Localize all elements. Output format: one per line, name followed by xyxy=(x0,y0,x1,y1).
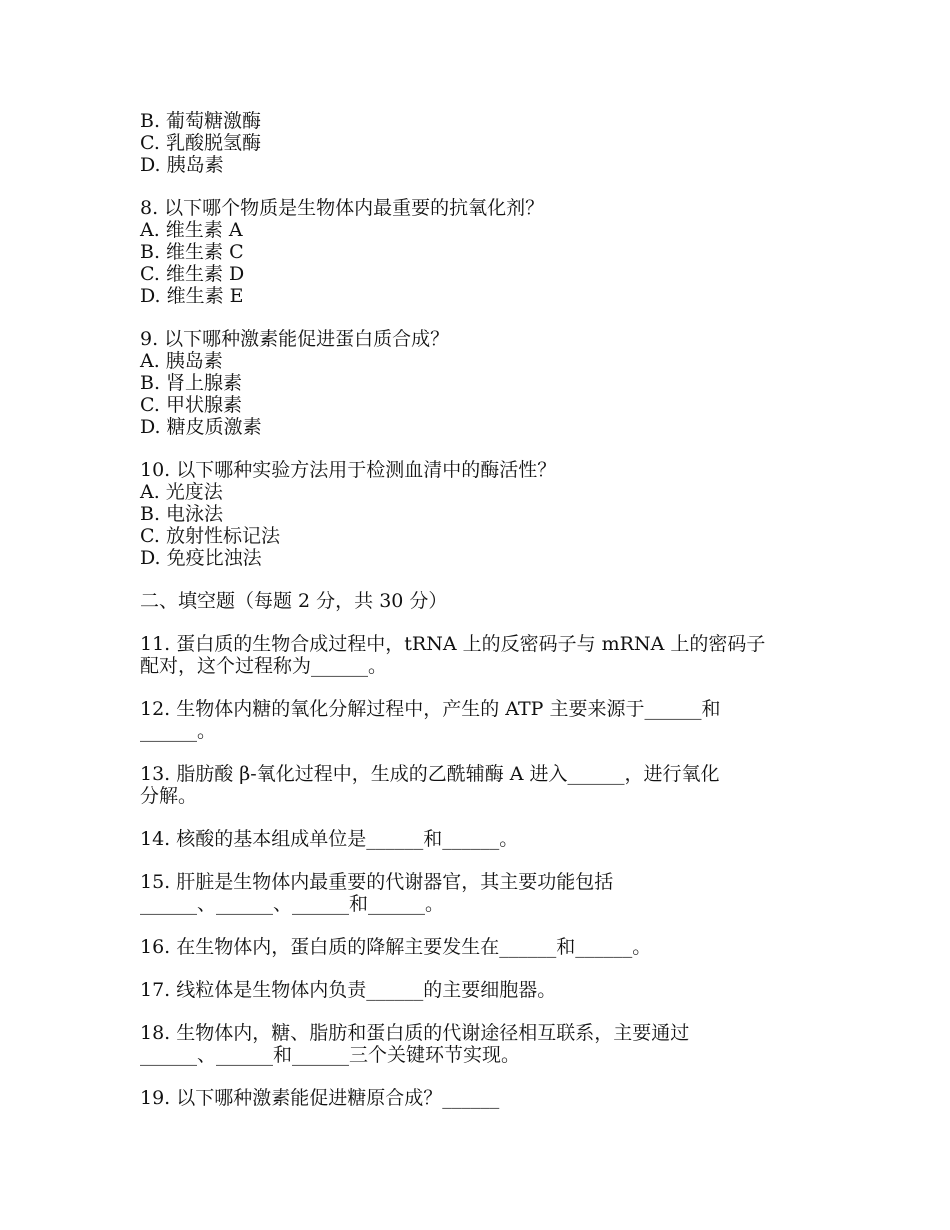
question-14-line-1: 14. 核酸的基本组成单位是______和______。 xyxy=(140,828,519,850)
question-17 xyxy=(140,979,830,1001)
option-q8-c: C. 维生素 D xyxy=(140,263,245,285)
question-12 xyxy=(140,698,830,742)
question-16-line-1: 16. 在生物体内，蛋白质的降解主要发生在______和______。 xyxy=(140,936,652,958)
question-9-text: 9. 以下哪种激素能促进蛋白质合成？ xyxy=(140,328,450,350)
question-12-line-2: ______。 xyxy=(140,720,217,742)
question-11-line-2: 配对，这个过程称为______。 xyxy=(140,655,388,677)
question-19 xyxy=(140,1087,830,1109)
option-q8-d: D. 维生素 E xyxy=(140,285,244,307)
question-12-line-1: 12. 生物体内糖的氧化分解过程中，产生的 ATP 主要来源于______和 xyxy=(140,698,721,720)
section-2-title: 二、填空题（每题 2 分，共 30 分） xyxy=(140,590,448,612)
question-18-line-1: 18. 生物体内，糖、脂肪和蛋白质的代谢途径相互联系，主要通过 xyxy=(140,1022,690,1044)
question-15-line-1: 15. 肝脏是生物体内最重要的代谢器官，其主要功能包括 xyxy=(140,871,614,893)
question-13-line-1: 13. 脂肪酸 β-氧化过程中，生成的乙酰辅酶 A 进入______，进行氧化 xyxy=(140,763,720,785)
question-7-options xyxy=(140,110,830,176)
option-q8-b: B. 维生素 C xyxy=(140,241,244,263)
exam-page xyxy=(140,110,830,1109)
question-17-line-1: 17. 线粒体是生物体内负责______的主要细胞器。 xyxy=(140,979,557,1001)
question-15 xyxy=(140,871,830,915)
question-10-text: 10. 以下哪种实验方法用于检测血清中的酶活性？ xyxy=(140,459,557,481)
question-15-line-2: ______、______、______和______。 xyxy=(140,893,445,915)
question-10 xyxy=(140,459,830,569)
question-11-line-1: 11. 蛋白质的生物合成过程中，tRNA 上的反密码子与 mRNA 上的密码子 xyxy=(140,633,766,655)
option-q7-c: C. 乳酸脱氢酶 xyxy=(140,132,261,154)
question-8-text: 8. 以下哪个物质是生物体内最重要的抗氧化剂？ xyxy=(140,197,545,219)
question-18 xyxy=(140,1022,830,1066)
option-q10-c: C. 放射性标记法 xyxy=(140,525,280,547)
question-13-line-2: 分解。 xyxy=(140,785,198,807)
option-q9-c: C. 甲状腺素 xyxy=(140,394,242,416)
option-q10-a: A. 光度法 xyxy=(140,481,223,503)
option-q7-d: D. 胰岛素 xyxy=(140,154,224,176)
option-q9-b: B. 肾上腺素 xyxy=(140,372,243,394)
option-q10-b: B. 电泳法 xyxy=(140,503,224,525)
option-q7-b: B. 葡萄糖激酶 xyxy=(140,110,262,132)
option-q8-a: A. 维生素 A xyxy=(140,219,243,241)
question-14 xyxy=(140,828,830,850)
option-q9-d: D. 糖皮质激素 xyxy=(140,416,262,438)
question-11 xyxy=(140,633,830,677)
question-18-line-2: ______、______和______三个关键环节实现。 xyxy=(140,1044,521,1066)
question-9 xyxy=(140,328,830,438)
question-13 xyxy=(140,763,830,807)
option-q9-a: A. 胰岛素 xyxy=(140,350,223,372)
option-q10-d: D. 免疫比浊法 xyxy=(140,547,262,569)
question-8 xyxy=(140,197,830,307)
question-16 xyxy=(140,936,830,958)
question-19-line-1: 19. 以下哪种激素能促进糖原合成？______ xyxy=(140,1087,500,1109)
